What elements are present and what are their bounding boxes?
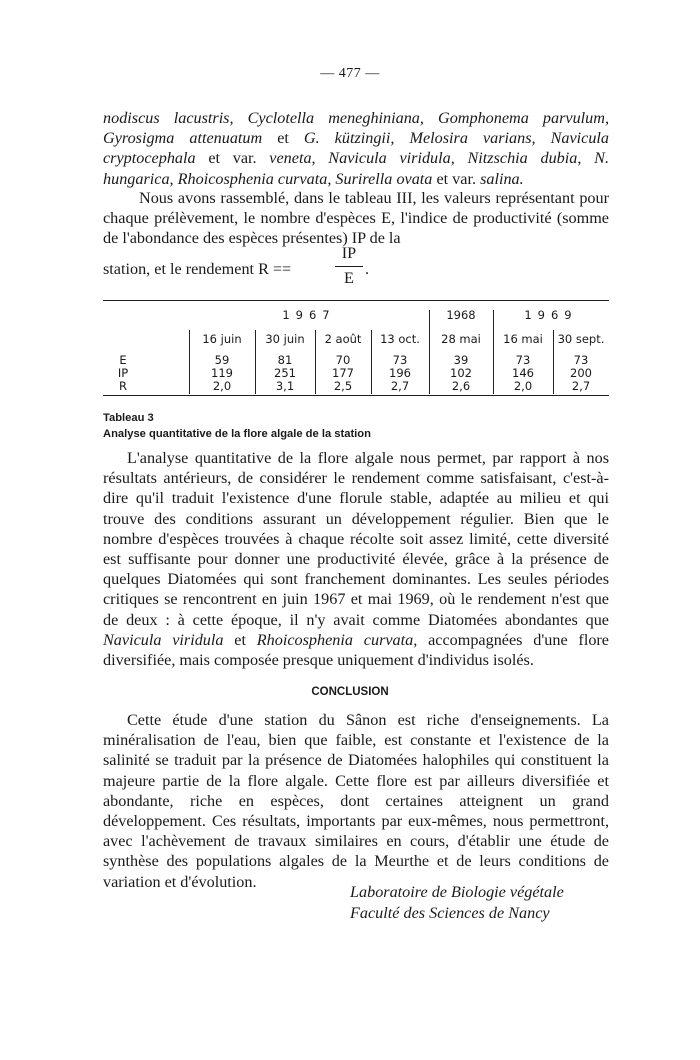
table-cell: 102: [450, 366, 472, 380]
date-header: 30 sept.: [557, 332, 605, 346]
table-cell: 200: [570, 366, 592, 380]
formula-denominator: E: [344, 269, 354, 287]
table-cell: 146: [512, 366, 534, 380]
year-header-1968: 1968: [446, 308, 476, 322]
table-cell: 73: [573, 353, 589, 367]
table-caption: [103, 410, 371, 442]
table-cell: 39: [453, 353, 469, 367]
formula-prefix: station, et le rendement R ==: [103, 260, 292, 278]
page-number: — 477 —: [320, 66, 380, 81]
table-cell: 59: [214, 353, 230, 367]
formula-suffix: .: [365, 260, 370, 278]
row-label-r: R: [119, 379, 127, 393]
date-header: 28 mai: [441, 332, 481, 346]
table-cell: 251: [274, 366, 296, 380]
year-header-1969: 1969: [524, 308, 578, 322]
table-cell: 2,5: [333, 379, 353, 393]
date-header: 30 juin: [265, 332, 305, 346]
paragraph-table-intro: Nous avons rassemblé, dans le tableau III, les valeurs représentant pour chaque prélèvement, le nombre d'espèces E, l'indice de productivité (somme de l'abondance des espèces présentes) IP de la: [103, 189, 609, 248]
formula-numerator: IP: [341, 244, 357, 262]
table-cell: 177: [332, 366, 354, 380]
caption-subtitle: Analyse quantitative de la flore algale de la station: [103, 428, 371, 440]
table-cell: 73: [515, 353, 531, 367]
table-cell: 3,1: [275, 379, 295, 393]
table-cell: 70: [335, 353, 351, 367]
table-cell: 2,6: [451, 379, 471, 393]
paragraph-conclusion: Cette étude d'une station du Sânon est riche d'enseignements. La minéralisation de l'eau, bien que faible, est constante et l'existence de la salinité se traduit par la présence de Diatomées halophiles qui constituent la majeure partie de la flore algale. Cette flore est par ailleurs diversifiée et abondante, riche en espèces, dont certaines atteignent un grand développement. Ces résultats, importants par eux-mêmes, nous permettront, avec l'achèvement de travaux similaires en cours, d'établir une étude de synthèse des populations algales de la Meurthe et de leurs conditions de variation et d'évolution.: [103, 711, 609, 891]
table-cell: 2,0: [513, 379, 533, 393]
paragraph-species-list: nodiscus lacustris, Cyclotella meneghiniana, Gomphonema parvulum, Gyrosigma attenuatum et G. kützingii, Melosira varians, Navicula cryptocephala et var. veneta, Navicula viridula, Nitzschia dubia, N. hungarica, Rhoicosphenia curvata, Surirella ovata et var. salina.: [103, 109, 610, 188]
caption-title: Tableau 3: [103, 412, 154, 424]
paragraph-analysis: L'analyse quantitative de la flore algale nous permet, par rapport à nos résultats antérieurs, de considérer le rendement comme satisfaisant, c'est-à-dire qu'il traduit l'existence d'une florule stable, adaptée au milieu et qui trouve des conditions assurant un développement régulier. Bien que le nombre d'espèces trouvées à chaque récolte soit assez limité, cette diversité est suffisante pour donner une productivité élevée, grâce à la présence de quelques Diatomées qui sont franchement dominantes. Les seules périodes critiques se rencontrent en juin 1967 et mai 1969, où le rendement n'est que de deux : à cette époque, il n'y avait comme Diatomées abondantes que Navicula viridula et Rhoicosphenia curvata, accompagnées d'une flore diversifiée, mais composée presque uniquement d'individus isolés.: [103, 449, 609, 670]
signature-lab: Laboratoire de Biologie végétale: [350, 883, 564, 901]
table-cell: 2,7: [571, 379, 591, 393]
table-cell: 2,0: [212, 379, 232, 393]
table-cell: 119: [211, 366, 233, 380]
formula-fraction: [331, 242, 370, 289]
date-header: 13 oct.: [380, 332, 420, 346]
date-header: 16 mai: [503, 332, 543, 346]
table-cell: 2,7: [390, 379, 410, 393]
table-cell: 81: [277, 353, 293, 367]
date-header: 16 juin: [202, 332, 242, 346]
rendement-formula: [103, 242, 609, 294]
signature-faculty: Faculté des Sciences de Nancy: [350, 904, 550, 922]
conclusion-heading: CONCLUSION: [311, 686, 389, 698]
row-label-e: E: [119, 353, 127, 367]
year-header-1967: 1967: [282, 308, 336, 322]
signature: [350, 882, 564, 924]
date-header: 2 août: [324, 332, 362, 346]
table-cell: 73: [392, 353, 408, 367]
table-cell: 196: [389, 366, 411, 380]
row-label-ip: IP: [117, 366, 129, 380]
